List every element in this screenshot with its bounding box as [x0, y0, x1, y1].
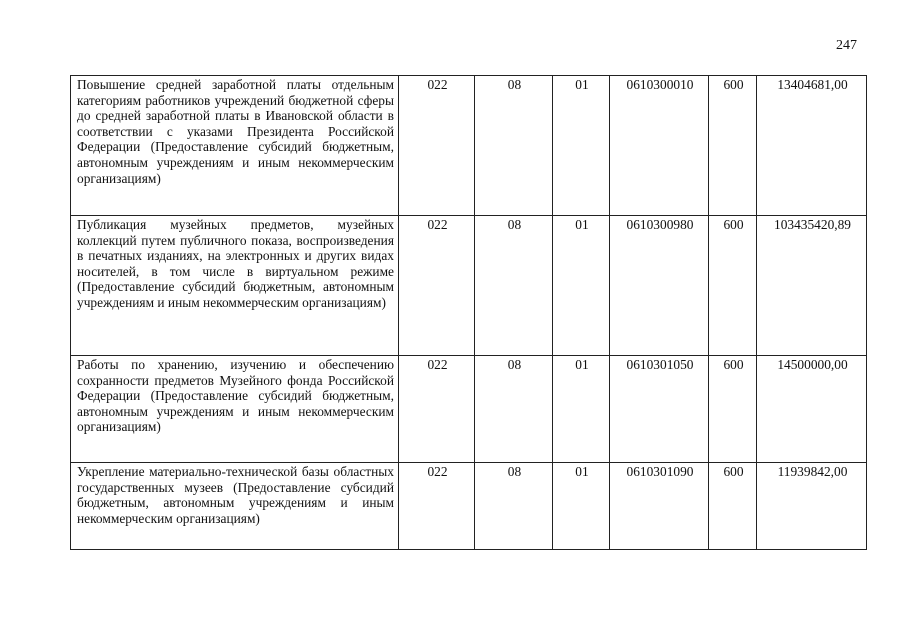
- row-description: Укрепление материально-технической базы областных государственных музеев (Предоставление субсидий бюджетным, автономным учреждениям и иным некоммерческим организациям): [71, 463, 399, 550]
- amount: 13404681,00: [757, 76, 867, 216]
- expense-type-code: 600: [709, 356, 757, 463]
- target-article-code: 0610301090: [610, 463, 709, 550]
- amount: 103435420,89: [757, 216, 867, 356]
- table-row: [71, 463, 867, 550]
- expense-type-code: 600: [709, 216, 757, 356]
- row-description: Публикация музейных предметов, музейных коллекций путем публичного показа, воспроизведения в печатных изданиях, на электронных и других видах носителей, в том числе в виртуальном режиме (Предоставление субсидий бюджетным, автономным учреждениям и иным некоммерческим организациям): [71, 216, 399, 356]
- row-description: Повышение средней заработной платы отдельным категориям работников учреждений бюджетной сферы до средней заработной платы в Ивановской области в соответствии с указами Президента Российской Федерации (Предоставление субсидий бюджетным, автономным учреждениям и иным некоммерческим организациям): [71, 76, 399, 216]
- table-row: [71, 76, 867, 216]
- expense-type-code: 600: [709, 76, 757, 216]
- section-code: 08: [475, 76, 553, 216]
- budget-table: [70, 75, 867, 550]
- subsection-code: 01: [553, 216, 610, 356]
- section-code: 08: [475, 463, 553, 550]
- table-row: [71, 356, 867, 463]
- amount: 14500000,00: [757, 356, 867, 463]
- subsection-code: 01: [553, 356, 610, 463]
- table-row: [71, 216, 867, 356]
- target-article-code: 0610300010: [610, 76, 709, 216]
- expense-type-code: 600: [709, 463, 757, 550]
- subsection-code: 01: [553, 463, 610, 550]
- subsection-code: 01: [553, 76, 610, 216]
- row-description: Работы по хранению, изучению и обеспечению сохранности предметов Музейного фонда Российской Федерации (Предоставление субсидий бюджетным, автономным учреждениям и иным некоммерческим организациям): [71, 356, 399, 463]
- amount: 11939842,00: [757, 463, 867, 550]
- target-article-code: 0610301050: [610, 356, 709, 463]
- ministry-code: 022: [399, 216, 475, 356]
- page-number: 247: [836, 38, 857, 53]
- ministry-code: 022: [399, 463, 475, 550]
- ministry-code: 022: [399, 356, 475, 463]
- ministry-code: 022: [399, 76, 475, 216]
- target-article-code: 0610300980: [610, 216, 709, 356]
- section-code: 08: [475, 356, 553, 463]
- section-code: 08: [475, 216, 553, 356]
